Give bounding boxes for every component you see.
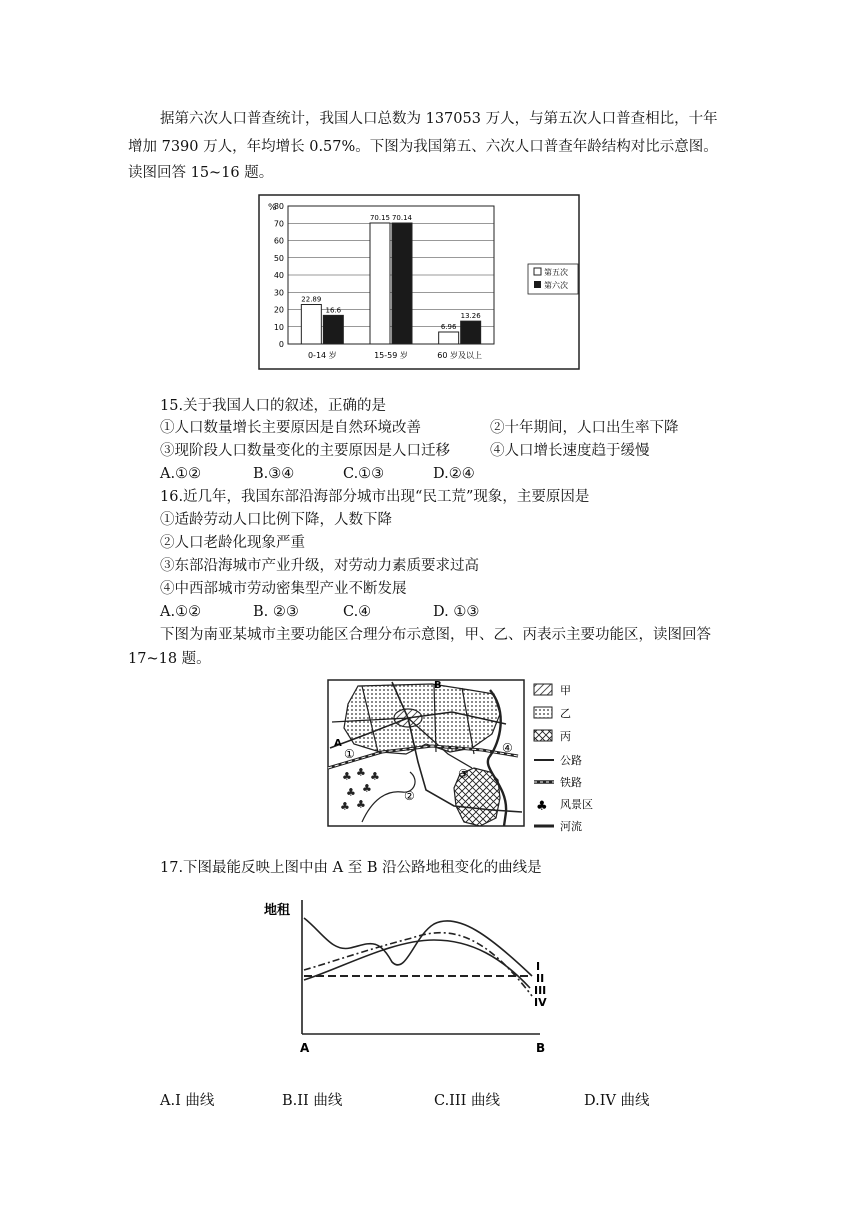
q16-choice-d[interactable]: D. ①③ bbox=[433, 604, 480, 620]
map-point-b: B bbox=[434, 680, 442, 691]
marker-3: ③ bbox=[458, 767, 469, 781]
svg-text:♣: ♣ bbox=[356, 798, 366, 811]
bar-fifth-0 bbox=[301, 305, 321, 344]
map-point-a: A bbox=[334, 738, 342, 749]
y-tick-label: 40 bbox=[273, 271, 284, 280]
q17-choice-a[interactable]: A.I 曲线 bbox=[160, 1093, 215, 1109]
rent-x-end: B bbox=[536, 1041, 546, 1055]
intro2-line-1: 下图为南亚某城市主要功能区合理分布示意图，甲、乙、丙表示主要功能区，读图回答 bbox=[160, 627, 711, 643]
map-legend bbox=[534, 684, 593, 832]
bar-sixth-0 bbox=[323, 315, 343, 344]
legend-bing: 丙 bbox=[560, 730, 571, 743]
rent-curve-label-i: I bbox=[536, 960, 541, 973]
legend-label-fifth: 第五次 bbox=[544, 268, 568, 277]
q16-choice-c[interactable]: C.④ bbox=[343, 604, 372, 620]
svg-text:♣: ♣ bbox=[340, 800, 350, 813]
q16-statement-4: ④中西部城市劳动密集型产业不断发展 bbox=[160, 581, 407, 597]
bar-value-label: 6.96 bbox=[440, 322, 457, 331]
bar-value-label: 22.89 bbox=[301, 295, 322, 304]
svg-text:♣: ♣ bbox=[342, 770, 352, 783]
q17-choice-b[interactable]: B.II 曲线 bbox=[282, 1093, 343, 1109]
legend-yi-swatch bbox=[534, 707, 552, 718]
q16-stem: 16.近几年，我国东部沿海部分城市出现“民工荒”现象，主要原因是 bbox=[160, 489, 590, 505]
bar-value-label: 70.15 bbox=[369, 213, 391, 222]
legend-swatch-fifth bbox=[534, 268, 541, 275]
y-tick-label: 50 bbox=[273, 253, 284, 263]
y-tick-label: 10 bbox=[273, 322, 284, 332]
legend-river: 河流 bbox=[560, 820, 582, 832]
legend-label-sixth: 第六次 bbox=[544, 281, 568, 290]
q15-choice-d[interactable]: D.②④ bbox=[433, 466, 475, 482]
y-tick-label: 30 bbox=[273, 288, 284, 298]
q16-choice-a[interactable]: A.①② bbox=[160, 604, 202, 620]
q17-choices bbox=[0, 1090, 860, 1112]
legend-road: 公路 bbox=[560, 754, 582, 767]
bar-value-label: 70.14 bbox=[391, 214, 413, 223]
bar-fifth-2 bbox=[439, 332, 459, 344]
marker-4: ④ bbox=[502, 741, 513, 755]
svg-text:♣: ♣ bbox=[362, 782, 372, 795]
y-tick-label: 80 bbox=[273, 202, 284, 211]
bar-value-label: 16.6 bbox=[325, 306, 342, 315]
legend-railway: 铁路 bbox=[560, 776, 582, 789]
q15-statement-2: ②十年期间，人口出生率下降 bbox=[490, 420, 679, 436]
intro-line-3: 读图回答 15~16 题。 bbox=[128, 165, 274, 181]
intro2-line-2: 17~18 题。 bbox=[128, 651, 211, 667]
q16-statement-2: ②人口老龄化现象严重 bbox=[160, 535, 305, 551]
intro-line-1: 据第六次人口普查统计，我国人口总数为 137053 万人，与第五次人口普查相比，十年 bbox=[160, 111, 718, 127]
legend-scenic-symbol: ♣ bbox=[536, 799, 548, 814]
rent-curve-label-iv: IV bbox=[534, 996, 547, 1009]
land-rent-curve-chart bbox=[262, 896, 562, 1060]
q16-statement-3: ③东部沿海城市产业升级，对劳动力素质要求过高 bbox=[160, 558, 479, 574]
y-tick-label: 0 bbox=[278, 340, 284, 349]
q16-statement-1: ①适龄劳动人口比例下降，人数下降 bbox=[160, 512, 392, 528]
q15-choices bbox=[0, 463, 860, 485]
legend-bing-swatch bbox=[534, 730, 552, 741]
q17-choice-c[interactable]: C.III 曲线 bbox=[434, 1093, 500, 1109]
q15-stem: 15.关于我国人口的叙述，正确的是 bbox=[160, 398, 387, 414]
rent-x-start: A bbox=[300, 1041, 310, 1055]
y-axis-unit: % bbox=[268, 203, 277, 213]
legend-jia-swatch bbox=[534, 684, 552, 695]
category-label: 15-59 岁 bbox=[374, 351, 408, 360]
bar-fifth-1 bbox=[370, 223, 390, 344]
bar-sixth-2 bbox=[461, 321, 481, 344]
svg-text:♣: ♣ bbox=[346, 786, 356, 799]
legend-yi: 乙 bbox=[560, 707, 571, 720]
rent-curve-label-ii: II bbox=[536, 972, 545, 985]
legend-scenic: 风景区 bbox=[560, 798, 593, 811]
q15-choice-b[interactable]: B.③④ bbox=[253, 466, 295, 482]
svg-text:♣: ♣ bbox=[370, 770, 380, 783]
q15-choice-a[interactable]: A.①② bbox=[160, 466, 202, 482]
age-structure-bar-chart bbox=[258, 194, 580, 370]
q16-choice-b[interactable]: B. ②③ bbox=[253, 604, 299, 620]
city-functional-zone-map bbox=[322, 672, 634, 832]
q15-statement-3: ③现阶段人口数量变化的主要原因是人口迁移 bbox=[160, 443, 450, 459]
legend-swatch-sixth bbox=[534, 281, 541, 288]
rent-axis-label: 地租 bbox=[264, 903, 291, 918]
q15-statement-4: ④人口增长速度趋于缓慢 bbox=[490, 443, 650, 459]
q16-choices bbox=[0, 601, 860, 623]
category-label: 0-14 岁 bbox=[307, 351, 337, 360]
svg-text:♣: ♣ bbox=[356, 766, 366, 779]
legend-jia: 甲 bbox=[560, 684, 571, 697]
bar-value-label: 13.26 bbox=[460, 312, 481, 321]
q15-choice-c[interactable]: C.①③ bbox=[343, 466, 385, 482]
q17-choice-d[interactable]: D.IV 曲线 bbox=[584, 1093, 650, 1109]
category-label: 60 岁及以上 bbox=[437, 351, 483, 360]
bar-sixth-1 bbox=[392, 223, 412, 344]
y-tick-label: 60 bbox=[273, 236, 284, 246]
y-tick-label: 70 bbox=[273, 219, 284, 229]
intro-line-2: 增加 7390 万人，年均增长 0.57%。下图为我国第五、六次人口普查年龄结构对比示意图。 bbox=[128, 139, 718, 155]
marker-1: ① bbox=[344, 747, 355, 761]
rent-curve-label-iii: III bbox=[534, 984, 547, 997]
q17-stem: 17.下图最能反映上图中由 A 至 B 沿公路地租变化的曲线是 bbox=[160, 860, 542, 876]
marker-2: ② bbox=[404, 789, 415, 803]
q15-statement-1: ①人口数量增长主要原因是自然环境改善 bbox=[160, 420, 421, 436]
y-tick-label: 20 bbox=[273, 305, 284, 315]
